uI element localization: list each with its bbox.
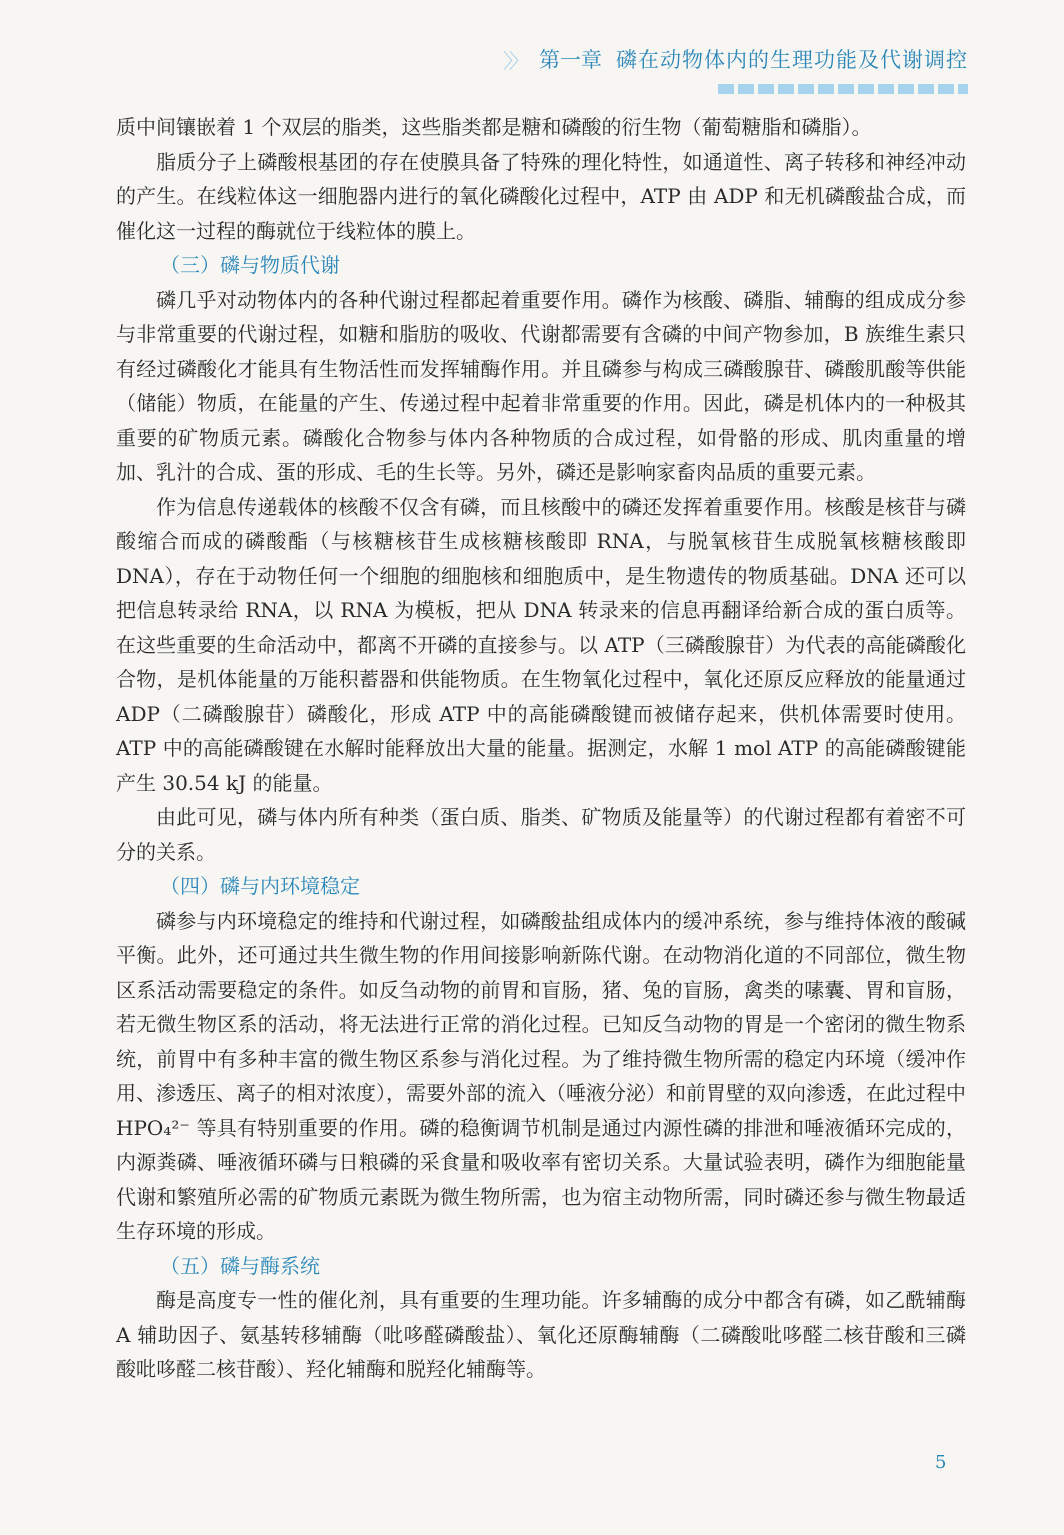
paragraph: 作为信息传递载体的核酸不仅含有磷，而且核酸中的磷还发挥着重要作用。核酸是核苷与磷酸缩合而成的磷酸酯（与核糖核苷生成核糖核酸即 RNA，与脱氧核苷生成脱氧核糖核酸即 DNA），存在于动物任何一个细胞的细胞核和细胞质中，是生物遗传的物质基础。DNA 还可以把信息转录给 RNA，以 RNA 为模板，把从 DNA 转录来的信息再翻译给新合成的蛋白质等。在这些重要的生命活动中，都离不开磷的直接参与。以 ATP（三磷酸腺苷）为代表的高能磷酸化合物，是机体能量的万能积蓄器和供能物质。在生物氧化过程中，氧化还原反应释放的能量通过 ADP（二磷酸腺苷）磷酸化，形成 ATP 中的高能磷酸键而被储存起来，供机体需要时使用。ATP 中的高能磷酸键在水解时能释放出大量的能量。据测定，水解 1 mol ATP 的高能磷酸键能产生 30.54 kJ 的能量。: [116, 494, 966, 795]
paragraph: 质中间镶嵌着 1 个双层的脂类，这些脂类都是糖和磷酸的衍生物（葡萄糖脂和磷脂）。: [116, 115, 872, 139]
chapter-title: 磷在动物体内的生理功能及代谢调控: [616, 48, 968, 72]
page-body: [116, 110, 966, 1387]
page-number: 5: [935, 1452, 947, 1473]
section-heading-4: （四）磷与内环境稳定: [160, 874, 360, 898]
running-header: [503, 44, 968, 74]
paragraph: 磷几乎对动物体内的各种代谢过程都起着重要作用。磷作为核酸、磷脂、辅酶的组成成分参与非常重要的代谢过程，如糖和脂肪的吸收、代谢都需要有含磷的中间产物参加，B 族维生素只有经过磷酸化才能具有生物活性而发挥辅酶作用。并且磷参与构成三磷酸腺苷、磷酸肌酸等供能（储能）物质，在能量的产生、传递过程中起着非常重要的作用。因此，磷是机体内的一种极其重要的矿物质元素。磷酸化合物参与体内各种物质的合成过程，如骨骼的形成、肌肉重量的增加、乳汁的合成、蛋的形成、毛的生长等。另外，磷还是影响家畜肉品质的重要元素。: [116, 287, 966, 484]
section-heading-5: （五）磷与酶系统: [160, 1253, 320, 1278]
paragraph: 脂质分子上磷酸根基团的存在使膜具备了特殊的理化特性，如通道性、离子转移和神经冲动的产生。在线粒体这一细胞器内进行的氧化磷酸化过程中，ATP 由 ADP 和无机磷酸盐合成，而催化这一过程的酶就位于线粒体的膜上。: [116, 149, 966, 243]
chapter-label: 第一章: [539, 48, 602, 72]
header-decoration-bar: [718, 84, 968, 94]
paragraph: 磷参与内环境稳定的维持和代谢过程，如磷酸盐组成体内的缓冲系统，参与维持体液的酸碱平衡。此外，还可通过共生微生物的作用间接影响新陈代谢。在动物消化道的不同部位，微生物区系活动需要稳定的条件。如反刍动物的前胃和盲肠，猪、兔的盲肠，禽类的嗉囊、胃和盲肠，若无微生物区系的活动，将无法进行正常的消化过程。已知反刍动物的胃是一个密闭的微生物系统，前胃中有多种丰富的微生物区系参与消化过程。为了维持微生物所需的稳定内环境（缓冲作用、渗透压、离子的相对浓度），需要外部的流入（唾液分泌）和前胃壁的双向渗透，在此过程中 HPO₄²⁻ 等具有特别重要的作用。磷的稳衡调节机制是通过内源性磷的排泄和唾液循环完成的，内源粪磷、唾液循环磷与日粮磷的采食量和吸收率有密切关系。大量试验表明，磷作为细胞能量代谢和繁殖所必需的矿物质元素既为微生物所需，也为宿主动物所需，同时磷还参与微生物最适生存环境的形成。: [116, 908, 966, 1243]
chevron-icon: 〉〉: [503, 48, 525, 73]
paragraph: 由此可见，磷与体内所有种类（蛋白质、脂类、矿物质及能量等）的代谢过程都有着密不可分的关系。: [116, 805, 966, 864]
section-heading-3: （三）磷与物质代谢: [160, 253, 340, 277]
paragraph: 酶是高度专一性的催化剂，具有重要的生理功能。许多辅酶的成分中都含有磷，如乙酰辅酶 A 辅助因子、氨基转移辅酶（吡哆醛磷酸盐）、氧化还原酶辅酶（二磷酸吡哆醛二核苷酸和三磷酸吡哆醛二核苷酸）、羟化辅酶和脱羟化辅酶等。: [116, 1288, 966, 1381]
